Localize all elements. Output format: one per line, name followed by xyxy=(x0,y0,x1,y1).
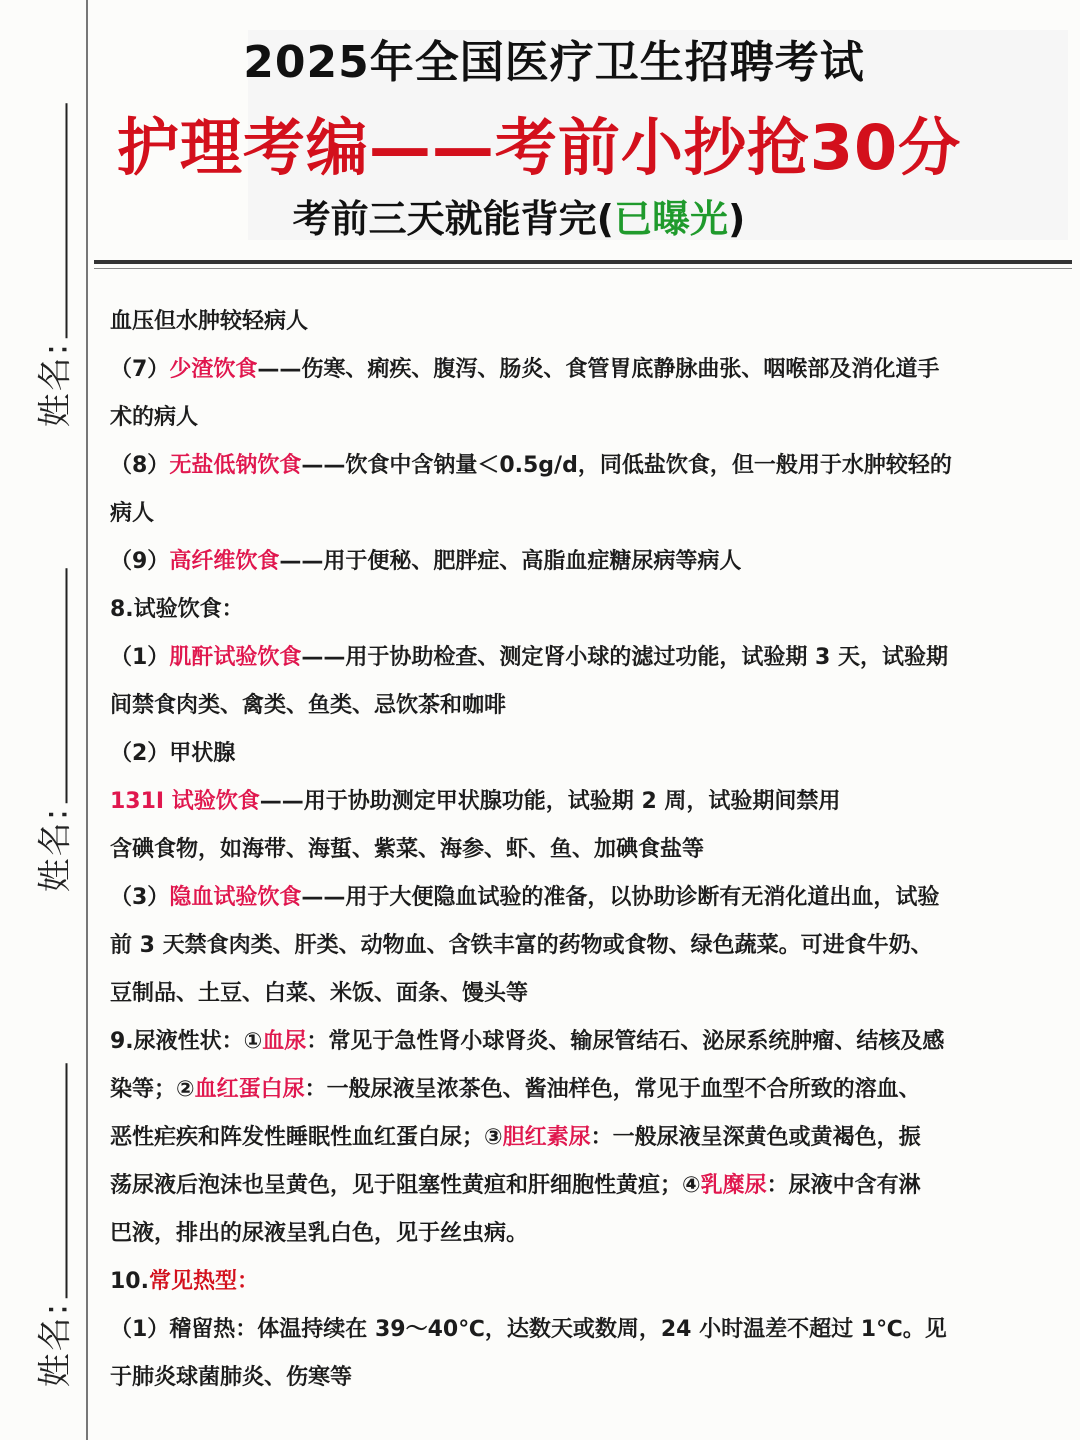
highlighted-term: 高纤维饮食 xyxy=(169,549,280,574)
highlighted-term: 131I 试验饮食 xyxy=(110,789,260,814)
text-segment: （1） xyxy=(110,645,170,670)
text-segment: 荡尿液后泡沫也呈黄色，见于阻塞性黄疸和肝细胞性黄疸；④ xyxy=(110,1173,701,1198)
text-line xyxy=(110,826,1060,874)
text-segment: ：尿液中含有淋 xyxy=(766,1173,921,1198)
text-line xyxy=(110,1114,1060,1162)
page-header xyxy=(88,0,1080,262)
name-field-bottom xyxy=(28,1063,77,1387)
page-headline: 护理考编——考前小抄抢30分 xyxy=(116,111,962,184)
text-line xyxy=(110,1306,1060,1354)
highlighted-term: 无盐低钠饮食 xyxy=(169,453,302,478)
text-segment: （9） xyxy=(110,549,170,574)
text-line xyxy=(110,1210,1060,1258)
text-line xyxy=(110,442,1060,490)
text-line xyxy=(110,874,1060,922)
text-segment: ——用于便秘、肥胖症、高脂血症糖尿病等病人 xyxy=(279,549,742,574)
page-subtitle xyxy=(88,188,1080,243)
text-segment: ——伤寒、痢疾、腹泻、肠炎、食管胃底静脉曲张、咽喉部及消化道手 xyxy=(257,357,940,382)
page-title: 2025年全国医疗卫生招聘考试 xyxy=(243,37,865,88)
text-line xyxy=(110,634,1060,682)
text-segment: 前 3 天禁食肉类、肝类、动物血、含铁丰富的药物或食物、绿色蔬菜。可进食牛奶、 xyxy=(110,933,933,958)
text-line xyxy=(110,298,1060,346)
text-segment: （2）甲状腺 xyxy=(110,741,236,766)
text-segment: 9.尿液性状：① xyxy=(110,1029,263,1054)
text-segment: 豆制品、土豆、白菜、米饭、面条、馒头等 xyxy=(110,981,529,1006)
text-segment: ——用于大便隐血试验的准备，以协助诊断有无消化道出血，试验 xyxy=(301,885,940,910)
highlighted-term: 血尿 xyxy=(262,1029,307,1054)
text-segment: 术的病人 xyxy=(110,405,199,430)
highlighted-term: 隐血试验饮食 xyxy=(169,885,302,910)
text-segment: 血压但水肿较轻病人 xyxy=(110,309,309,334)
binding-margin xyxy=(0,0,86,1440)
text-line xyxy=(110,538,1060,586)
text-segment: （3） xyxy=(110,885,170,910)
text-segment: 巴液，排出的尿液呈乳白色，见于丝虫病。 xyxy=(110,1221,529,1246)
subtitle-suffix: ) xyxy=(728,197,746,241)
text-segment: ：一般尿液呈浓茶色、酱油样色，常见于血型不合所致的溶血、 xyxy=(304,1077,921,1102)
highlighted-term: 肌酐试验饮食 xyxy=(169,645,302,670)
name-label: 姓名: xyxy=(35,806,76,893)
highlighted-term: 胆红素尿 xyxy=(502,1125,591,1150)
header-divider-thin xyxy=(94,268,1072,269)
name-underline xyxy=(66,103,68,338)
text-line xyxy=(110,1258,1060,1306)
highlighted-term: 常见热型： xyxy=(148,1269,259,1294)
text-segment: 染等；② xyxy=(110,1077,195,1102)
text-segment: ：一般尿液呈深黄色或黄褐色，振 xyxy=(590,1125,921,1150)
text-segment: ——饮食中含钠量＜0.5g/d，同低盐饮食，但一般用于水肿较轻的 xyxy=(301,453,952,478)
name-label: 姓名: xyxy=(35,341,76,428)
text-line xyxy=(110,778,1060,826)
text-segment: 间禁食肉类、禽类、鱼类、忌饮茶和咖啡 xyxy=(110,693,507,718)
highlighted-term: 血红蛋白尿 xyxy=(194,1077,305,1102)
text-segment: 8.试验饮食： xyxy=(110,597,244,622)
text-line xyxy=(110,730,1060,778)
text-line xyxy=(110,346,1060,394)
text-line xyxy=(110,682,1060,730)
subtitle-highlight: 已曝光 xyxy=(613,197,728,241)
text-segment: 10. xyxy=(110,1269,149,1294)
text-line xyxy=(110,490,1060,538)
text-segment: 含碘食物，如海带、海蜇、紫菜、海参、虾、鱼、加碘食盐等 xyxy=(110,837,705,862)
text-line xyxy=(110,970,1060,1018)
text-segment: （8） xyxy=(110,453,170,478)
text-line xyxy=(110,1354,1060,1402)
text-segment: （7） xyxy=(110,357,170,382)
text-segment: （1）稽留热：体温持续在 39～40℃，达数天或数周，24 小时温差不超过 1℃。见 xyxy=(110,1317,947,1342)
name-underline xyxy=(66,1063,68,1298)
text-segment: ——用于协助检查、测定肾小球的滤过功能，试验期 3 天，试验期 xyxy=(301,645,948,670)
text-line xyxy=(110,586,1060,634)
text-line xyxy=(110,1162,1060,1210)
text-segment: ：常见于急性肾小球肾炎、输尿管结石、泌尿系统肿瘤、结核及感 xyxy=(306,1029,945,1054)
text-segment: 恶性疟疾和阵发性睡眠性血红蛋白尿；③ xyxy=(110,1125,503,1150)
name-label: 姓名: xyxy=(35,1301,76,1388)
name-underline xyxy=(66,568,68,803)
notes-body xyxy=(110,298,1060,1402)
text-segment: 于肺炎球菌肺炎、伤寒等 xyxy=(110,1365,353,1390)
text-segment: ——用于协助测定甲状腺功能，试验期 2 周，试验期间禁用 xyxy=(259,789,841,814)
text-line xyxy=(110,1066,1060,1114)
name-field-middle xyxy=(28,568,77,892)
highlighted-term: 乳糜尿 xyxy=(700,1173,767,1198)
text-line xyxy=(110,1018,1060,1066)
highlighted-term: 少渣饮食 xyxy=(169,357,258,382)
text-line xyxy=(110,922,1060,970)
header-divider xyxy=(94,260,1072,264)
text-line xyxy=(110,394,1060,442)
subtitle-prefix: 考前三天就能背完( xyxy=(292,197,614,241)
name-field-top xyxy=(28,103,77,427)
text-segment: 病人 xyxy=(110,501,155,526)
